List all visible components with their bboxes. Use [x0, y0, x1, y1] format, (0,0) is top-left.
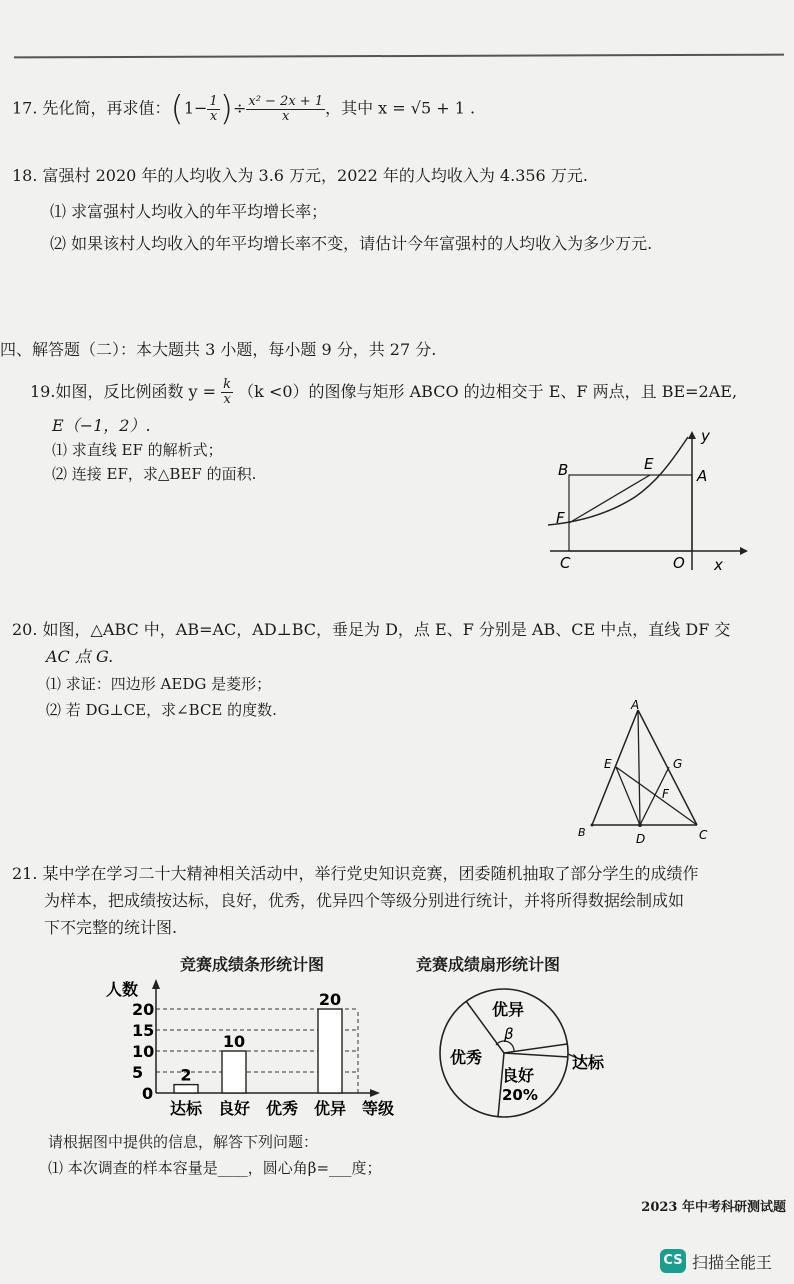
- label-d: D: [636, 832, 646, 846]
- q17-minus: −: [194, 98, 208, 118]
- pie-label-percent: 20%: [502, 1086, 538, 1104]
- bar-chart: [100, 975, 420, 1125]
- bar-y-label: 人数: [106, 980, 139, 999]
- q17-frac2-num: x² − 2x + 1: [248, 93, 324, 109]
- section-heading: 四、解答题（二）：本大题共 3 小题，每小题 9 分，共 27 分.: [0, 340, 437, 359]
- bar-x-axis-arrow: [370, 1089, 380, 1097]
- bar-data-label: 20: [318, 990, 342, 1009]
- q17-divide: ÷: [232, 98, 247, 118]
- q17-frac2-den: x: [282, 108, 290, 124]
- pie-slice-line-3: [504, 1053, 568, 1057]
- bar-y-tick-label: 5: [132, 1063, 144, 1082]
- bar-y-ticks: [132, 1000, 154, 1103]
- bar-y-tick-label: 0: [142, 1084, 154, 1103]
- bar-categories: [170, 1099, 346, 1118]
- pie-slice-line-4: [498, 1053, 504, 1117]
- label-f: F: [662, 787, 669, 801]
- camscanner-logo: CS: [660, 1249, 686, 1273]
- question-20-part-2: ⑵ 若 DG⊥CE，求∠BCE 的度数.: [46, 701, 277, 719]
- bar-category-label: 优异: [313, 1099, 347, 1118]
- label-e: E: [644, 455, 654, 473]
- segment-ef: [569, 475, 650, 523]
- label-c: C: [699, 828, 708, 842]
- q19-frac-den: x: [223, 392, 231, 407]
- q17-suffix: ，其中 x = √5 + 1 .: [325, 98, 476, 118]
- q19-stem-b: （k <0）的图像与矩形 ABCO 的边相交于 E、F 两点，且 BE=2AE,: [238, 382, 738, 401]
- pie-label-beta: β: [504, 1025, 514, 1043]
- bar-category-label: 良好: [217, 1099, 251, 1118]
- bar: [174, 1085, 198, 1093]
- bar-x-label: 等级: [362, 1099, 395, 1118]
- footer-title: 2023 年中考科研测试题: [641, 1200, 786, 1215]
- question-21-instruction: 请根据图中提供的信息，解答下列问题：: [48, 1133, 319, 1151]
- bar-data-label: 10: [222, 1032, 246, 1051]
- label-a: A: [697, 467, 708, 485]
- pie-label-lianghao: 良好: [502, 1066, 535, 1085]
- bar-y-axis-arrow: [152, 979, 160, 989]
- q19-frac-num: k: [223, 377, 232, 392]
- label-e: E: [604, 757, 612, 771]
- bar-marks: [174, 990, 342, 1093]
- bar-y-tick-label: 15: [132, 1021, 155, 1040]
- label-b: B: [558, 461, 569, 479]
- question-18-part-2: ⑵ 如果该村人均收入的年平均增长率不变，请估计今年富强村的人均收入为多少万元.: [50, 234, 653, 253]
- question-21-stem-1: 21. 某中学在学习二十大精神相关活动中，举行党史知识竞赛，团委随机抽取了部分学生的成绩作: [12, 864, 699, 883]
- question-21-stem-2: 为样本，把成绩按达标，良好，优秀，优异四个等级分别进行统计，并将所得数据绘制成如: [44, 891, 685, 910]
- question-18-part-1: ⑴ 求富强村人均收入的年平均增长率；: [50, 202, 328, 221]
- pie-label-youxiu: 优秀: [450, 1048, 483, 1067]
- label-a: A: [631, 700, 640, 712]
- altitude-ad: [638, 710, 640, 825]
- label-x: x: [714, 556, 723, 574]
- right-paren: ): [219, 89, 233, 129]
- label-c: C: [560, 554, 571, 572]
- bar-data-label: 2: [180, 1065, 192, 1085]
- bar-chart-title: 竞赛成绩条形统计图: [180, 955, 325, 974]
- question-17: [12, 89, 476, 129]
- q17-one: 1: [183, 98, 194, 118]
- question-19-part-2: ⑵ 连接 EF，求△BEF 的面积.: [52, 465, 257, 483]
- label-b: B: [578, 826, 586, 839]
- label-y: y: [701, 427, 710, 445]
- bar: [318, 1009, 342, 1093]
- question-19-stem: [30, 378, 737, 407]
- question-20-part-1: ⑴ 求证：四边形 AEDG 是菱形；: [46, 675, 272, 693]
- point-d: [638, 823, 642, 827]
- q19-fraction: [221, 378, 233, 407]
- label-g: G: [673, 757, 683, 771]
- y-axis-arrow: [688, 431, 696, 439]
- question-21-part-1: ⑴ 本次调查的样本容量是____，圆心角β=___度；: [48, 1159, 382, 1177]
- left-paren: (: [170, 89, 184, 129]
- camscanner-text: 扫描全能王: [692, 1253, 773, 1272]
- q20-figure: [570, 700, 720, 850]
- question-19-part-1: ⑴ 求直线 EF 的解析式；: [52, 441, 223, 459]
- bar-category-label: 优秀: [265, 1099, 299, 1118]
- bar-category-label: 达标: [169, 1099, 203, 1118]
- pie-label-youyi: 优异: [492, 1000, 525, 1019]
- side-ab: [592, 710, 638, 825]
- x-axis-arrow: [740, 547, 748, 555]
- pie-chart-title: 竞赛成绩扇形统计图: [416, 955, 561, 974]
- question-21-stem-3: 下不完整的统计图.: [44, 918, 178, 937]
- label-o: O: [673, 554, 685, 572]
- q19-figure: [540, 425, 750, 585]
- top-rule: [14, 54, 784, 59]
- pie-chart: [420, 975, 620, 1135]
- bar-y-tick-label: 20: [132, 1000, 155, 1019]
- q17-frac1-den: x: [209, 108, 218, 124]
- label-f: F: [556, 509, 565, 527]
- point-b: [591, 824, 594, 827]
- side-ac: [638, 710, 697, 825]
- question-18-stem: 18. 富强村 2020 年的人均收入为 3.6 万元，2022 年的人均收入为 4.356 万元.: [12, 166, 588, 185]
- bar: [222, 1051, 246, 1093]
- q17-prefix: 17. 先化简，再求值：: [12, 98, 171, 118]
- q17-fraction-1: [207, 95, 219, 124]
- q19-stem-a: 19.如图，反比例函数 y =: [30, 382, 217, 401]
- question-19-given: E（−1，2）.: [52, 416, 151, 435]
- question-20-stem-2: AC 点 G.: [46, 647, 114, 666]
- q17-frac1-num: 1: [209, 93, 218, 109]
- pie-label-dabiao: 达标: [572, 1053, 605, 1072]
- bar-y-tick-label: 10: [132, 1042, 155, 1061]
- q17-fraction-2: [246, 95, 325, 124]
- question-20-stem-1: 20. 如图，△ABC 中，AB=AC，AD⊥BC，垂足为 D，点 E、F 分别是 AB、CE 中点，直线 DF 交: [12, 620, 731, 639]
